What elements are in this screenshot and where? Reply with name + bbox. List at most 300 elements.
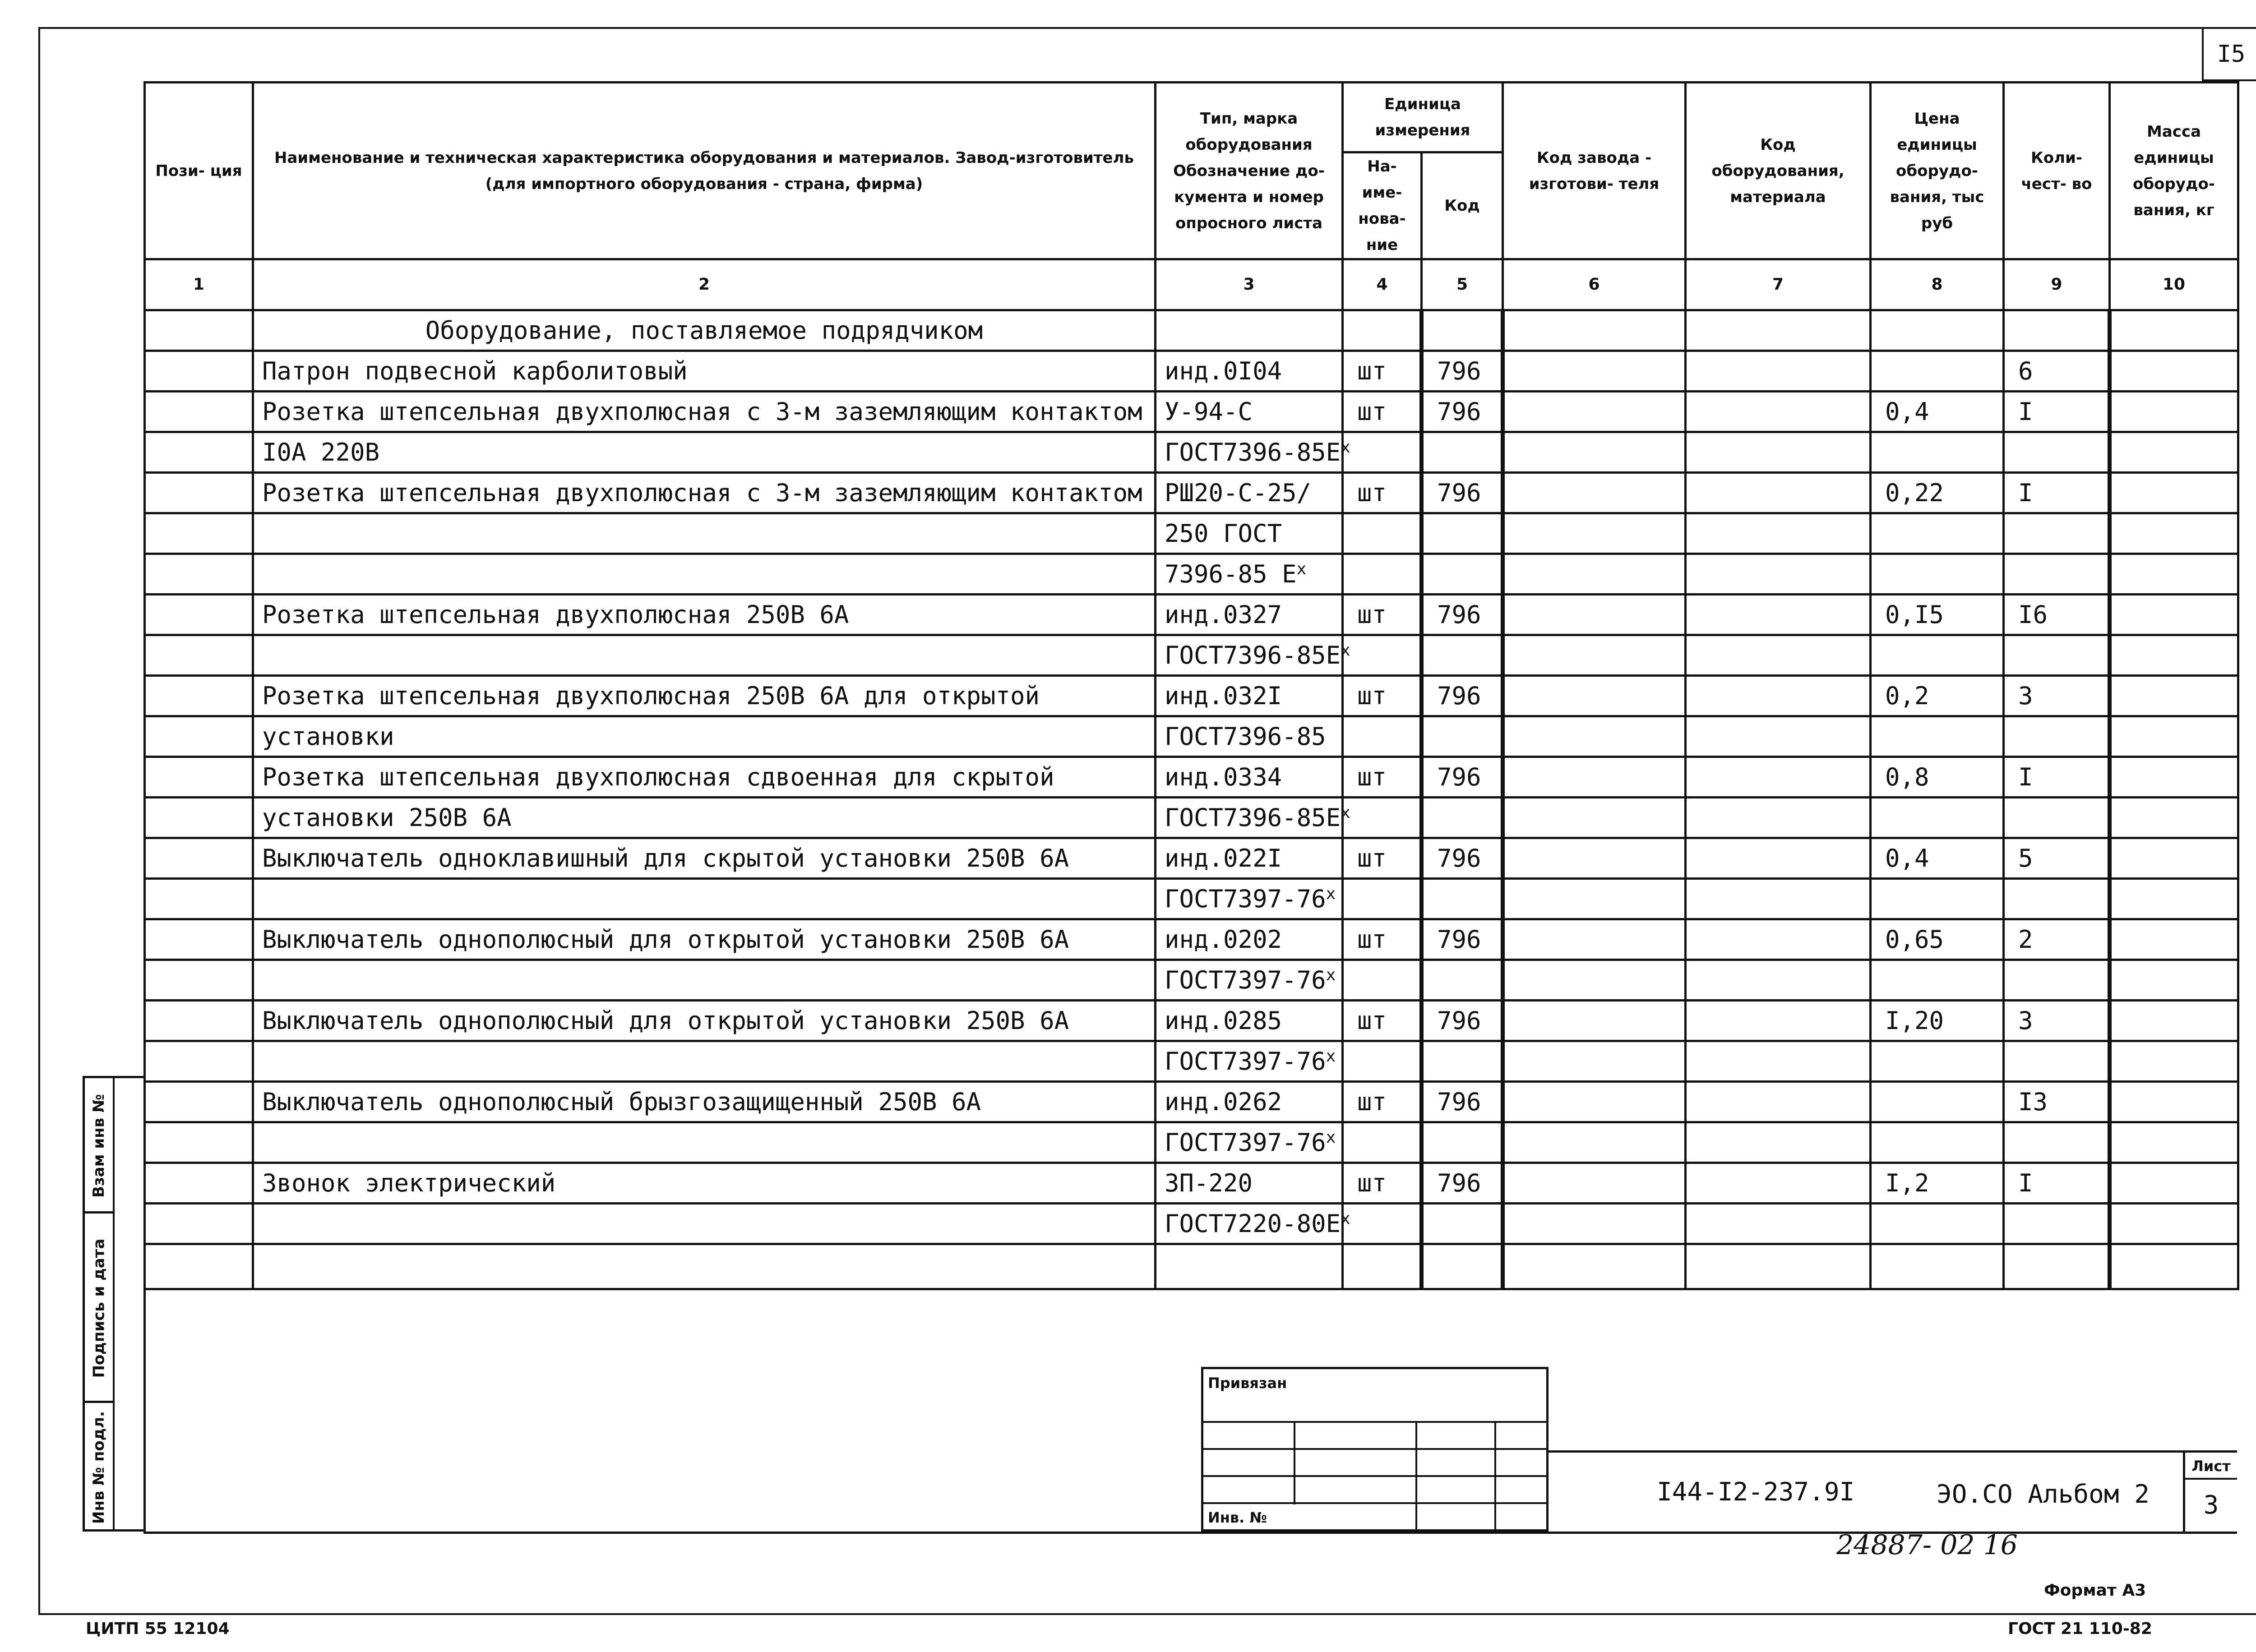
cell-price [1871,635,2004,676]
cell-factory-code [1503,879,1686,919]
cell-factory-code [1503,432,1686,473]
cell-equipment-code [1686,635,1871,676]
cell-name: Розетка штепсельная двухполюсная с 3-м заземляющим контактом [253,473,1156,513]
cell-quantity: I [2004,473,2110,513]
cell-price [1871,554,2004,595]
cell-position [145,1163,253,1204]
cell-mass [2110,432,2238,473]
footer-right: ГОСТ 21 110-82 [2008,1620,2152,1638]
cell-unit-code [1422,554,1503,595]
cell-quantity [2004,554,2110,595]
cell-quantity [2004,716,2110,757]
cell-factory-code [1503,798,1686,838]
header-factory-code: Код завода - изготови- теля [1503,83,1686,259]
column-number: 8 [1871,259,2004,310]
table-row [145,554,2238,595]
column-number: 6 [1503,259,1686,310]
table-row [145,1001,2238,1041]
cell-factory-code [1503,473,1686,513]
cell-position [145,1001,253,1041]
cell-price [1871,716,2004,757]
table-row [145,1122,2238,1163]
cell-quantity: I6 [2004,595,2110,635]
cell-unit [1343,1244,1422,1289]
cell-mass [2110,676,2238,716]
cell-mass [2110,1163,2238,1204]
cell-factory-code [1503,716,1686,757]
table-row [145,392,2238,432]
format-label: Формат А3 [2044,1581,2146,1600]
cell-position [145,1122,253,1163]
cell-name: Патрон подвесной карболитовый [253,351,1156,392]
superscript-mark: x [1326,1047,1336,1066]
cell-unit [1343,513,1422,554]
cell-quantity [2004,960,2110,1001]
stamp-line [1203,1475,1549,1477]
cell-position [145,392,253,432]
cell-equipment-code [1686,798,1871,838]
header-unit-group: Единица измерения [1343,83,1503,152]
cell-quantity [2004,798,2110,838]
cell-equipment-code [1686,919,1871,960]
cell-equipment-code [1686,879,1871,919]
table-row [145,351,2238,392]
cell-name: Выключатель однополюсный для открытой установки 250В 6А [253,1001,1156,1041]
column-number: 9 [2004,259,2110,310]
cell-type: инд.0327 [1156,595,1343,635]
cell-type: ЗП-220 [1156,1163,1343,1204]
cell-factory-code [1503,1204,1686,1244]
cell-position [145,838,253,879]
superscript-mark: x [1326,966,1336,984]
cell-quantity [2004,1041,2110,1082]
cell-unit [1343,879,1422,919]
cell-type: инд.032I [1156,676,1343,716]
cell-position [145,676,253,716]
cell-type: $ГОСТ7396-85Е^x$ [1156,432,1343,473]
cell-equipment-code [1686,1204,1871,1244]
cell-unit [1343,1041,1422,1082]
cell-quantity: 3 [2004,676,2110,716]
table-row [145,1041,2238,1082]
cell-equipment-code [1686,716,1871,757]
cell-mass [2110,1082,2238,1122]
cell-equipment-code [1686,473,1871,513]
cell-unit-code: 796 [1422,392,1503,432]
header-unit-name: На- име- нова- ние [1343,152,1422,259]
superscript-mark: x [1326,885,1336,903]
cell-mass [2110,595,2238,635]
superscript-mark: x [1296,560,1307,578]
cell-price [1871,960,2004,1001]
cell-price [1871,1082,2004,1122]
stamp-line [1203,1421,1549,1423]
header-name: Наименование и техническая характеристика оборудования и материалов. Завод-изготовитель (для импортного оборудования - страна, фирма) [253,83,1156,259]
cell-unit: шт [1343,919,1422,960]
specification-table [143,81,2239,1290]
cell-name [253,635,1156,676]
handwritten-number: 24887- 02 16 [1836,1529,2018,1561]
cell-unit-code [1422,1204,1503,1244]
cell-equipment-code [1686,1122,1871,1163]
table-row [145,716,2238,757]
cell-position [145,554,253,595]
superscript-mark: x [1341,438,1350,457]
column-number: 7 [1686,259,1871,310]
cell-mass [2110,310,2238,351]
cell-price: 0,4 [1871,392,2004,432]
cell-mass [2110,960,2238,1001]
cell-unit-code: 796 [1422,757,1503,798]
cell-factory-code [1503,676,1686,716]
table-row [145,676,2238,716]
cell-mass [2110,716,2238,757]
table-row [145,1163,2238,1204]
stamp-line [1203,1448,1549,1450]
cell-name: Оборудование, поставляемое подрядчиком [253,310,1156,351]
cell-factory-code [1503,1163,1686,1204]
cell-mass [2110,513,2238,554]
cell-name: Выключатель однополюсный для открытой установки 250В 6А [253,919,1156,960]
cell-quantity: 2 [2004,919,2110,960]
cell-equipment-code [1686,1041,1871,1082]
header-position: Пози- ция [145,83,253,259]
side-strip-divider [113,1078,115,1529]
cell-type: 7396-85 $Е^x$ [1156,554,1343,595]
side-stamp-strip [83,1076,146,1532]
table-row [145,513,2238,554]
cell-equipment-code [1686,310,1871,351]
stamp-line [1415,1421,1417,1532]
cell-quantity: I [2004,392,2110,432]
cell-equipment-code [1686,676,1871,716]
column-number: 1 [145,259,253,310]
table-row [145,960,2238,1001]
cell-type: инд.0285 [1156,1001,1343,1041]
cell-price: I,20 [1871,1001,2004,1041]
cell-equipment-code [1686,595,1871,635]
cell-name [253,513,1156,554]
cell-unit [1343,310,1422,351]
cell-position [145,473,253,513]
cell-unit [1343,716,1422,757]
cell-type: инд.022I [1156,838,1343,879]
superscript-mark: x [1341,641,1350,660]
cell-mass [2110,798,2238,838]
cell-unit-code [1422,716,1503,757]
table-row [145,838,2238,879]
document-code: I44-I2-237.9I [1657,1477,1855,1507]
cell-unit-code: 796 [1422,473,1503,513]
cell-factory-code [1503,1244,1686,1289]
cell-type: инд.0202 [1156,919,1343,960]
cell-unit-code: 796 [1422,919,1503,960]
table-row [145,798,2238,838]
column-number: 10 [2110,259,2238,310]
sheet-box [2183,1453,2237,1534]
cell-equipment-code [1686,392,1871,432]
cell-position [145,1244,253,1289]
cell-mass [2110,838,2238,879]
cell-mass [2110,554,2238,595]
cell-factory-code [1503,1001,1686,1041]
cell-type: ГОСТ7397-76$^x$ [1156,1041,1343,1082]
album-label: ЭО.СО Альбом 2 [1937,1480,2150,1509]
header-price: Цена единицы оборудо- вания, тыс руб [1871,83,2004,259]
cell-type: $ГОСТ7396-85Е^x$ [1156,635,1343,676]
cell-position [145,513,253,554]
cell-name: установки [253,716,1156,757]
binding-stamp [1201,1367,1549,1532]
cell-position [145,716,253,757]
table-row [145,879,2238,919]
cell-type: ГОСТ7397-76$^x$ [1156,1122,1343,1163]
cell-unit [1343,635,1422,676]
sheet-number: I5 [2202,27,2256,81]
cell-mass [2110,1122,2238,1163]
cell-equipment-code [1686,554,1871,595]
cell-equipment-code [1686,1163,1871,1204]
cell-unit: шт [1343,1082,1422,1122]
stamp-title: Привязан [1208,1375,1287,1392]
cell-quantity [2004,310,2110,351]
cell-unit-code [1422,635,1503,676]
cell-type: ГОСТ7397-76$^x$ [1156,960,1343,1001]
cell-unit: шт [1343,1001,1422,1041]
footer-left: ЦИТП 55 12104 [86,1620,230,1638]
cell-price [1871,798,2004,838]
cell-name: Розетка штепсельная двухполюсная с 3-м заземляющим контактом [253,392,1156,432]
cell-price [1871,1244,2004,1289]
cell-factory-code [1503,513,1686,554]
cell-factory-code [1503,1122,1686,1163]
cell-name: Розетка штепсельная двухполюсная 250В 6А для открытой [253,676,1156,716]
cell-unit [1343,960,1422,1001]
cell-unit-code [1422,1122,1503,1163]
cell-unit: шт [1343,595,1422,635]
cell-equipment-code [1686,432,1871,473]
cell-position [145,1082,253,1122]
cell-price: 0,4 [1871,838,2004,879]
header-type: Тип, марка оборудования Обозначение до- кумента и номер опросного листа [1156,83,1343,259]
title-block [1549,1450,2237,1532]
superscript-mark: x [1326,1128,1336,1147]
cell-mass [2110,1001,2238,1041]
cell-quantity: I3 [2004,1082,2110,1122]
table-row [145,473,2238,513]
cell-price: 0,I5 [1871,595,2004,635]
cell-name [253,554,1156,595]
cell-price [1871,879,2004,919]
cell-position [145,879,253,919]
cell-quantity [2004,432,2110,473]
cell-type: РШ20-С-25/ [1156,473,1343,513]
cell-position [145,635,253,676]
cell-unit: шт [1343,757,1422,798]
cell-name [253,879,1156,919]
cell-factory-code [1503,960,1686,1001]
cell-unit-code: 796 [1422,838,1503,879]
cell-type: ГОСТ7397-76$^x$ [1156,879,1343,919]
table-row [145,310,2238,351]
cell-factory-code [1503,351,1686,392]
cell-factory-code [1503,554,1686,595]
cell-quantity: I [2004,757,2110,798]
cell-price: 0,8 [1871,757,2004,798]
cell-position [145,798,253,838]
cell-equipment-code [1686,757,1871,798]
cell-name: Выключатель однополюсный брызгозащищенный 250В 6А [253,1082,1156,1122]
cell-unit: шт [1343,351,1422,392]
header-unit-code: Код [1422,152,1503,259]
cell-position [145,1204,253,1244]
header-quantity: Коли- чест- во [2004,83,2110,259]
superscript-mark: x [1341,1209,1350,1228]
cell-factory-code [1503,1082,1686,1122]
cell-name: Звонок электрический [253,1163,1156,1204]
cell-factory-code [1503,392,1686,432]
cell-unit: шт [1343,838,1422,879]
cell-unit [1343,798,1422,838]
cell-name [253,1244,1156,1289]
cell-unit [1343,554,1422,595]
table-row [145,1082,2238,1122]
side-label-podpis: Подпись и дата [90,1238,108,1378]
cell-type [1156,310,1343,351]
cell-unit-code [1422,310,1503,351]
stamp-inv: Инв. № [1208,1509,1267,1526]
cell-price [1871,310,2004,351]
cell-unit [1343,432,1422,473]
cell-quantity: 5 [2004,838,2110,879]
cell-mass [2110,919,2238,960]
cell-unit: шт [1343,473,1422,513]
cell-mass [2110,635,2238,676]
cell-position [145,960,253,1001]
column-number: 4 [1343,259,1422,310]
cell-quantity [2004,1244,2110,1289]
cell-unit: шт [1343,392,1422,432]
cell-unit-code [1422,513,1503,554]
cell-unit: шт [1343,1163,1422,1204]
cell-position [145,919,253,960]
column-number: 2 [253,259,1156,310]
cell-quantity [2004,635,2110,676]
cell-price [1871,1041,2004,1082]
stamp-line [1294,1421,1295,1504]
cell-factory-code [1503,919,1686,960]
cell-type: инд.0I04 [1156,351,1343,392]
header-mass: Масса единицы оборудо- вания, кг [2110,83,2238,259]
cell-mass [2110,757,2238,798]
table-row [145,432,2238,473]
cell-unit [1343,1122,1422,1163]
cell-position [145,1041,253,1082]
cell-mass [2110,1204,2238,1244]
cell-quantity [2004,879,2110,919]
cell-name: Розетка штепсельная двухполюсная 250В 6А [253,595,1156,635]
table-row [145,1244,2238,1289]
cell-unit-code [1422,1244,1503,1289]
cell-price: 0,65 [1871,919,2004,960]
cell-price: 0,2 [1871,676,2004,716]
cell-unit-code: 796 [1422,595,1503,635]
column-number: 5 [1422,259,1503,310]
cell-unit-code [1422,879,1503,919]
cell-equipment-code [1686,1001,1871,1041]
cell-price: 0,22 [1871,473,2004,513]
cell-unit [1343,1204,1422,1244]
cell-unit: шт [1343,676,1422,716]
cell-type: $ГОСТ7220-80Е^x$ [1156,1204,1343,1244]
cell-equipment-code [1686,351,1871,392]
cell-equipment-code [1686,838,1871,879]
cell-price [1871,351,2004,392]
cell-unit-code: 796 [1422,1001,1503,1041]
stamp-line [1494,1421,1496,1532]
cell-type: инд.0262 [1156,1082,1343,1122]
cell-position [145,432,253,473]
table-row [145,757,2238,798]
cell-factory-code [1503,635,1686,676]
cell-equipment-code [1686,513,1871,554]
sheet-page-number: 3 [2203,1490,2219,1520]
column-number: 3 [1156,259,1343,310]
cell-name [253,1041,1156,1082]
cell-price [1871,432,2004,473]
superscript-mark: x [1341,803,1350,822]
cell-factory-code [1503,757,1686,798]
cell-unit-code: 796 [1422,351,1503,392]
cell-position [145,351,253,392]
cell-unit-code [1422,1041,1503,1082]
cell-position [145,757,253,798]
cell-type: $ГОСТ7396-85Е^x$ [1156,798,1343,838]
cell-unit-code [1422,432,1503,473]
table-row [145,1204,2238,1244]
cell-name: установки 250В 6А [253,798,1156,838]
cell-name: I0A 220В [253,432,1156,473]
table-row [145,919,2238,960]
cell-quantity [2004,1122,2110,1163]
cell-unit-code: 796 [1422,676,1503,716]
cell-type [1156,1244,1343,1289]
cell-name: Выключатель одноклавишный для скрытой установки 250В 6А [253,838,1156,879]
cell-factory-code [1503,595,1686,635]
cell-mass [2110,473,2238,513]
header-equipment-code: Код оборудования, материала [1686,83,1871,259]
cell-mass [2110,392,2238,432]
cell-type: инд.0334 [1156,757,1343,798]
cell-price [1871,513,2004,554]
cell-mass [2110,351,2238,392]
cell-name [253,960,1156,1001]
cell-price [1871,1204,2004,1244]
cell-equipment-code [1686,1244,1871,1289]
cell-factory-code [1503,310,1686,351]
side-label-inv: Инв № подл. [90,1411,108,1524]
stamp-line [1203,1502,1549,1504]
cell-unit-code: 796 [1422,1082,1503,1122]
cell-price [1871,1122,2004,1163]
cell-quantity: I [2004,1163,2110,1204]
cell-unit-code: 796 [1422,1163,1503,1204]
cell-quantity: 6 [2004,351,2110,392]
cell-equipment-code [1686,960,1871,1001]
cell-mass [2110,879,2238,919]
cell-mass [2110,1244,2238,1289]
cell-name: Розетка штепсельная двухполюсная сдвоенная для скрытой [253,757,1156,798]
